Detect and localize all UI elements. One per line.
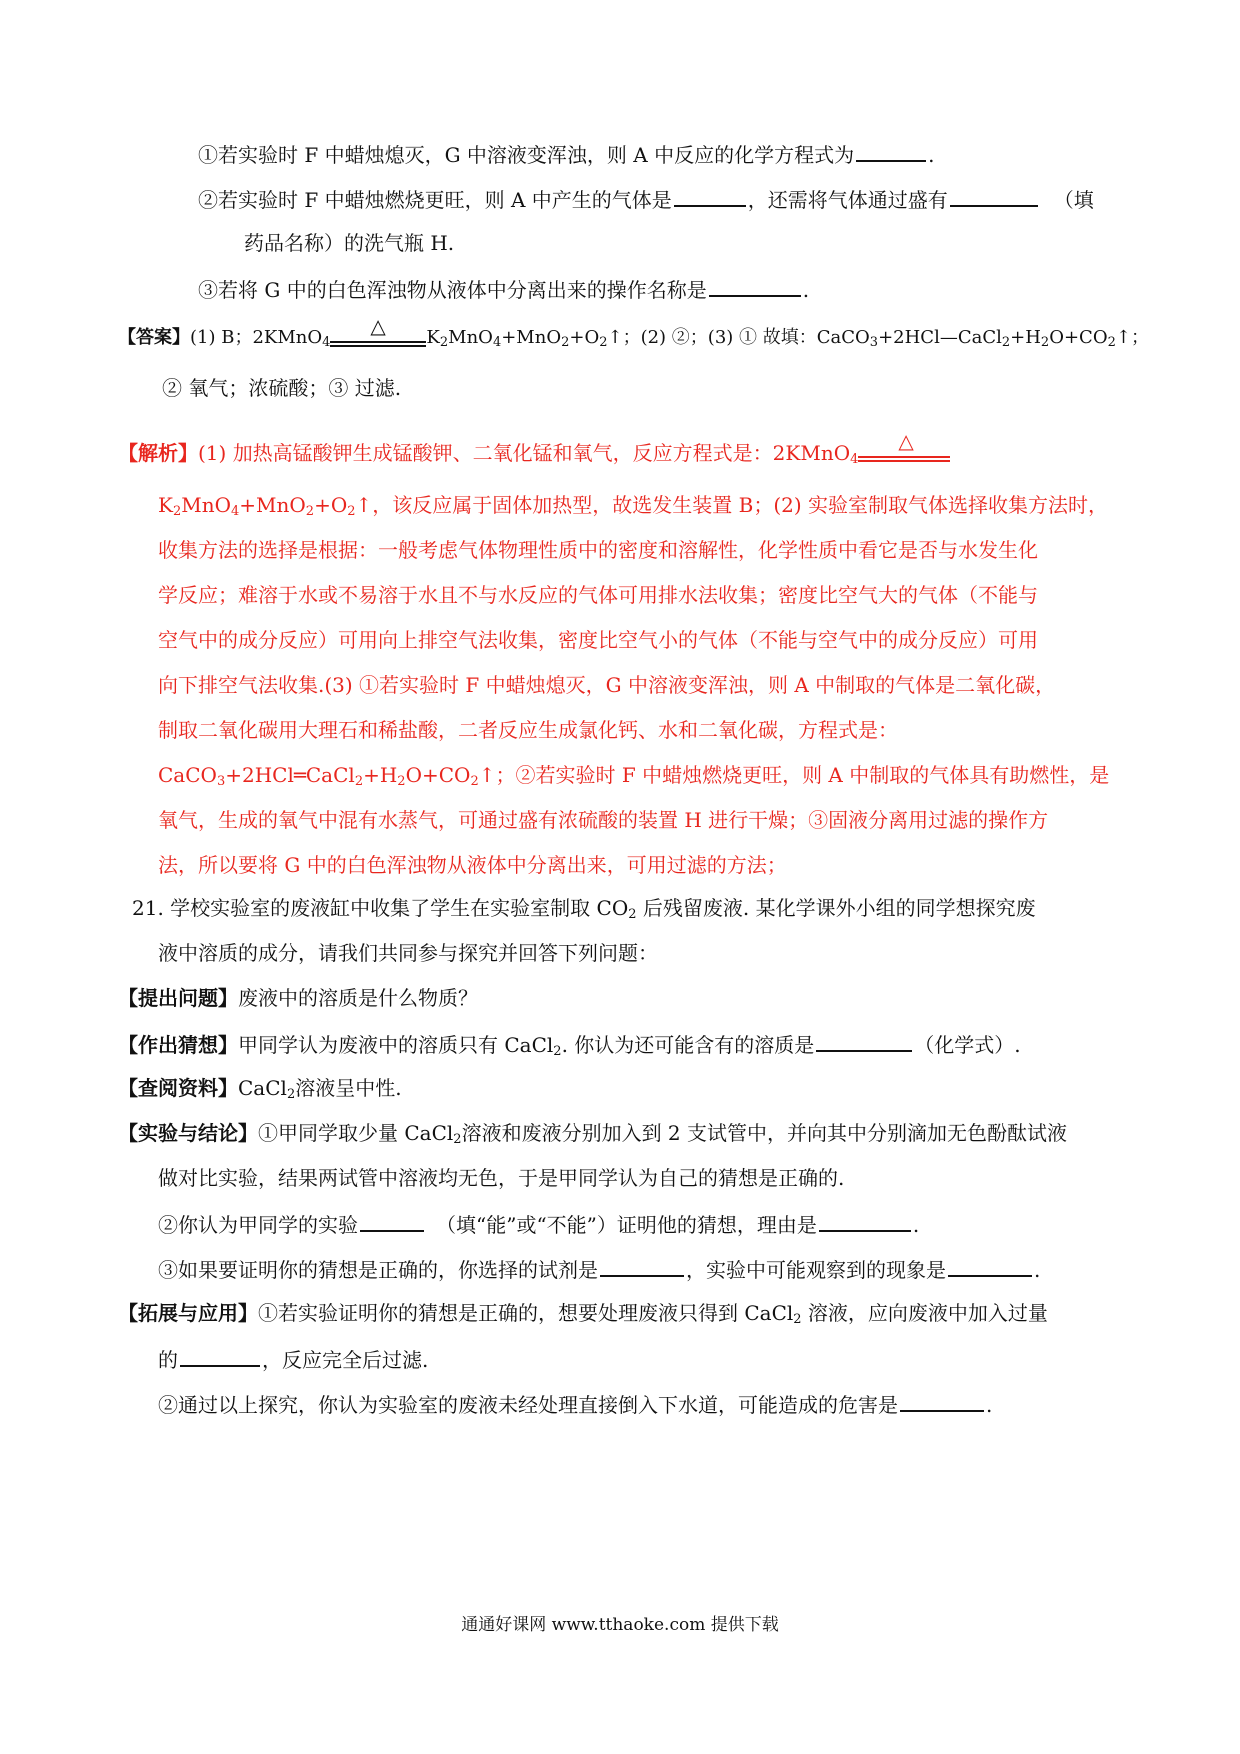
q21-extension-2: 的 ，反应完全后过滤.: [158, 1345, 428, 1373]
answer-line-2: ② 氧气；浓硫酸；③ 过滤.: [162, 376, 402, 400]
analysis-label: 【解析】: [118, 441, 198, 465]
q20-item-1-text: ①若实验时 F 中蜡烛熄灭，G 中溶液变浑浊，则 A 中反应的化学方程式为: [198, 143, 855, 167]
analysis-line-8: $CaCO_3+2HCl═CaCl_2+H_2O+CO_2↑$；②若实验时 F 中蜡烛燃烧更旺，则 A 中制取的气体具有助燃性，是: [158, 763, 1110, 789]
q21-ask: 【提出问题】废液中的溶质是什么物质？: [118, 986, 478, 1010]
q21-guess: 【作出猜想】甲同学认为废液中的溶质只有 CaCl$_2$. 你认为还可能含有的溶质是 （化学式）.: [118, 1030, 1021, 1058]
heat-equals-sign: △: [330, 325, 426, 351]
analysis-line-5: 空气中的成分反应）可用向上排空气法收集，密度比空气小的气体（不能与空气中的成分反应）可用: [158, 628, 1038, 652]
analysis-line-2: $K_2MnO_4+MnO_2+O_2↑$，该反应属于固体加热型，故选发生装置 B；(2) 实验室制取气体选择收集方法时，: [158, 493, 1109, 519]
answer-blank[interactable]: [900, 1390, 984, 1412]
q21-extension-1: 【拓展与应用】①若实验证明你的猜想是正确的，想要处理废液只得到 CaCl$_2$ 溶液，应向废液中加入过量: [118, 1301, 1048, 1327]
answer-blank[interactable]: [674, 185, 746, 207]
answer-blank[interactable]: [180, 1345, 260, 1367]
q21-experiment-4: ③如果要证明你的猜想是正确的，你选择的试剂是 ，实验中可能观察到的现象是 .: [158, 1255, 1040, 1283]
heat-equals-sign: △: [858, 440, 950, 466]
q21-reference: 【查阅资料】CaCl$_2$溶液呈中性.: [118, 1076, 402, 1102]
q20-item-2-cont: 药品名称）的洗气瓶 H.: [244, 231, 455, 255]
q21-experiment-2: 做对比实验，结果两试管中溶液均无色，于是甲同学认为自己的猜想是正确的.: [158, 1166, 845, 1190]
analysis-line-9: 氧气，生成的氧气中混有水蒸气，可通过盛有浓硫酸的装置 H 进行干燥；③固液分离用过滤的操作方: [158, 808, 1049, 832]
q20-item-3: ③若将 G 中的白色浑浊物从液体中分离出来的操作名称是 .: [198, 275, 809, 303]
answer-blank[interactable]: [360, 1210, 424, 1232]
answer-blank[interactable]: [600, 1255, 684, 1277]
answer-blank[interactable]: [950, 185, 1038, 207]
answer-blank[interactable]: [819, 1210, 911, 1232]
q21-experiment-1: 【实验与结论】①甲同学取少量 CaCl$_2$溶液和废液分别加入到 2 支试管中，并向其中分别滴加无色酚酞试液: [118, 1121, 1068, 1147]
page-footer: 通通好课网 www.tthaoke.com 提供下载: [461, 1615, 779, 1635]
analysis-line-6: 向下排空气法收集.(3) ①若实验时 F 中蜡烛熄灭，G 中溶液变浑浊，则 A 中制取的气体是二氧化碳，: [158, 673, 1056, 697]
analysis-line-7: 制取二氧化碳用大理石和稀盐酸，二者反应生成氯化钙、水和二氧化碳，方程式是：: [158, 718, 898, 742]
analysis-line-1: 【解析】(1) 加热高锰酸钾生成锰酸钾、二氧化锰和氧气，反应方程式是：2KMnO$_4$ △: [118, 440, 950, 466]
answer-blank[interactable]: [948, 1255, 1032, 1277]
answer-line-1: 【答案】(1) B；2KMnO$_4$ △ $K_2MnO_4+MnO_2+O_2↑$；(2) ②；(3) ① 故填：$CaCO_3+2HCl—CaCl_2+H_2O+CO_2↑$；: [118, 314, 1149, 350]
q21-line-2: 液中溶质的成分，请我们共同参与探究并回答下列问题：: [158, 941, 658, 965]
q21-line-1: 21. 学校实验室的废液缸中收集了学生在实验室制取 $CO_2$ 后残留废液. 某化学课外小组的同学想探究废: [132, 896, 1036, 922]
answer-label: 【答案】: [118, 327, 190, 348]
q21-experiment-3: ②你认为甲同学的实验 （填“能”或“不能”）证明他的猜想，理由是 .: [158, 1210, 919, 1238]
analysis-line-10: 法，所以要将 G 中的白色浑浊物从液体中分离出来，可用过滤的方法；: [158, 853, 787, 877]
answer-blank[interactable]: [856, 140, 926, 162]
q20-item-2: ②若实验时 F 中蜡烛燃烧更旺，则 A 中产生的气体是 ，还需将气体通过盛有 （填: [198, 185, 1094, 213]
q21-extension-3: ②通过以上探究，你认为实验室的废液未经处理直接倒入下水道，可能造成的危害是 .: [158, 1390, 992, 1418]
answer-blank[interactable]: [709, 275, 801, 297]
analysis-line-3: 收集方法的选择是根据：一般考虑气体物理性质中的密度和溶解性，化学性质中看它是否与水发生化: [158, 538, 1038, 562]
answer-blank[interactable]: [816, 1030, 912, 1052]
analysis-line-4: 学反应；难溶于水或不易溶于水且不与水反应的气体可用排水法收集；密度比空气大的气体（不能与: [158, 583, 1038, 607]
q20-item-1: ①若实验时 F 中蜡烛熄灭，G 中溶液变浑浊，则 A 中反应的化学方程式为 .: [198, 140, 934, 168]
